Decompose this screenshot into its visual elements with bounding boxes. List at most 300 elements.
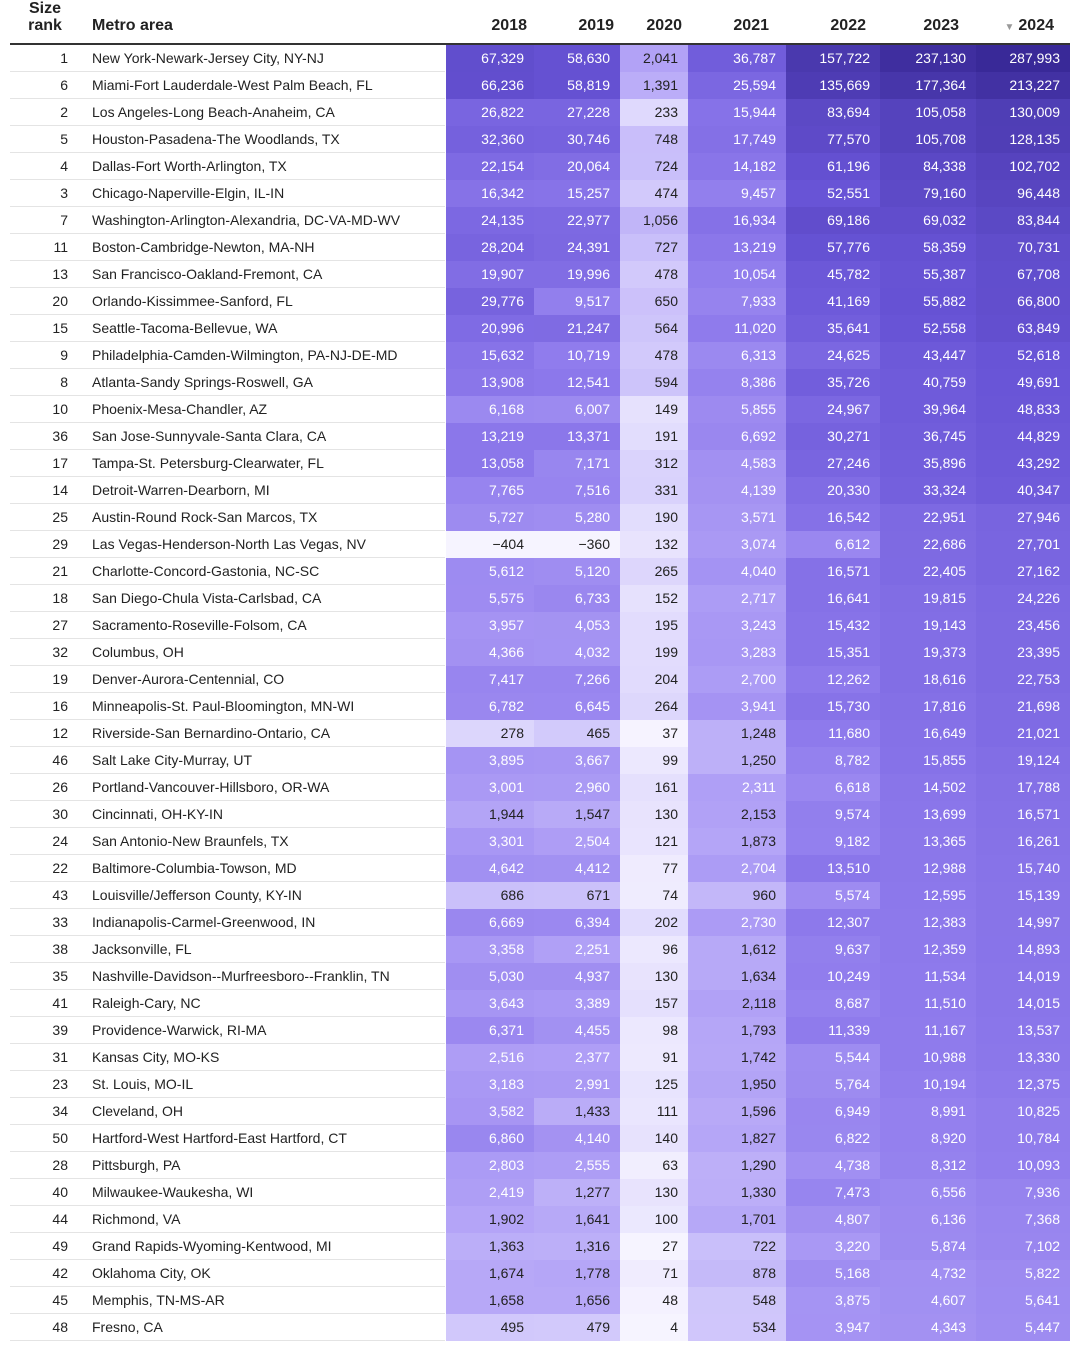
- table-row: [10, 639, 1070, 666]
- heatmap-cell-2020: 478: [620, 342, 688, 369]
- heatmap-cell-2022: 10,249: [786, 963, 880, 990]
- heatmap-cell-2019: 4,412: [534, 855, 620, 882]
- heatmap-cell-2018: 6,782: [446, 693, 534, 720]
- heatmap-cell-2023: 79,160: [880, 180, 976, 207]
- heatmap-cell-2024: 15,139: [976, 882, 1070, 909]
- row-metro-name: Chicago-Naperville-Elgin, IL-IN: [92, 185, 285, 201]
- heatmap-cell-2021: 1,793: [688, 1017, 786, 1044]
- heatmap-cell-2023: 84,338: [880, 153, 976, 180]
- table-row: [10, 855, 1070, 882]
- table-row: [10, 315, 1070, 342]
- heatmap-cell-2021: 2,311: [688, 774, 786, 801]
- row-metro-name: Tampa-St. Petersburg-Clearwater, FL: [92, 455, 324, 471]
- heatmap-cell-2024: 5,822: [976, 1260, 1070, 1287]
- table-row: [10, 585, 1070, 612]
- heatmap-cell-2020: 331: [620, 477, 688, 504]
- row-rank: 34: [52, 1103, 68, 1119]
- heatmap-cell-2024: 13,330: [976, 1044, 1070, 1071]
- heatmap-cell-2024: 48,833: [976, 396, 1070, 423]
- heatmap-cell-2022: 83,694: [786, 99, 880, 126]
- heatmap-cell-2021: 534: [688, 1314, 786, 1341]
- row-metro-name: Detroit-Warren-Dearborn, MI: [92, 482, 270, 498]
- heatmap-cell-2022: 6,822: [786, 1125, 880, 1152]
- row-metro-name: Hartford-West Hartford-East Hartford, CT: [92, 1130, 347, 1146]
- heatmap-cell-2020: 4: [620, 1314, 688, 1341]
- heatmap-cell-2018: 24,135: [446, 207, 534, 234]
- heatmap-cell-2020: 1,056: [620, 207, 688, 234]
- header-year-2022[interactable]: 2022: [830, 17, 866, 34]
- heatmap-cell-2024: 14,893: [976, 936, 1070, 963]
- row-rank: 42: [52, 1265, 68, 1281]
- heatmap-cell-2019: 24,391: [534, 234, 620, 261]
- table-row: [10, 207, 1070, 234]
- heatmap-cell-2018: 1,902: [446, 1206, 534, 1233]
- heatmap-cell-2020: 130: [620, 801, 688, 828]
- heatmap-cell-2018: 3,643: [446, 990, 534, 1017]
- heatmap-cell-2020: 100: [620, 1206, 688, 1233]
- row-rank: 19: [52, 671, 68, 687]
- heatmap-cell-2021: 8,386: [688, 369, 786, 396]
- heatmap-cell-2018: 3,301: [446, 828, 534, 855]
- heatmap-cell-2021: 1,248: [688, 720, 786, 747]
- row-metro-name: Denver-Aurora-Centennial, CO: [92, 671, 285, 687]
- row-rank: 43: [52, 887, 68, 903]
- heatmap-cell-2019: 2,251: [534, 936, 620, 963]
- row-rank: 12: [52, 725, 68, 741]
- heatmap-cell-2020: 132: [620, 531, 688, 558]
- heatmap-cell-2022: 69,186: [786, 207, 880, 234]
- table-row: [10, 126, 1070, 153]
- heatmap-cell-2018: 6,168: [446, 396, 534, 423]
- row-metro-name: Oklahoma City, OK: [92, 1265, 211, 1281]
- heatmap-cell-2023: 4,607: [880, 1287, 976, 1314]
- row-metro-name: Providence-Warwick, RI-MA: [92, 1022, 267, 1038]
- heatmap-cell-2020: 650: [620, 288, 688, 315]
- heatmap-cell-2019: 19,996: [534, 261, 620, 288]
- row-metro-name: Raleigh-Cary, NC: [92, 995, 201, 1011]
- table-row: [10, 936, 1070, 963]
- heatmap-cell-2022: 57,776: [786, 234, 880, 261]
- row-metro-name: Dallas-Fort Worth-Arlington, TX: [92, 158, 287, 174]
- row-rank: 31: [52, 1049, 68, 1065]
- heatmap-cell-2018: 15,632: [446, 342, 534, 369]
- heatmap-cell-2022: 24,967: [786, 396, 880, 423]
- heatmap-cell-2024: 14,019: [976, 963, 1070, 990]
- row-rank: 2: [60, 104, 68, 120]
- row-rank: 4: [60, 158, 68, 174]
- heatmap-cell-2024: 44,829: [976, 423, 1070, 450]
- heatmap-cell-2018: 5,575: [446, 585, 534, 612]
- heatmap-cell-2021: 4,040: [688, 558, 786, 585]
- heatmap-cell-2024: 7,368: [976, 1206, 1070, 1233]
- heatmap-cell-2019: 479: [534, 1314, 620, 1341]
- heatmap-cell-2019: 30,746: [534, 126, 620, 153]
- heatmap-cell-2023: 55,387: [880, 261, 976, 288]
- heatmap-cell-2023: 12,383: [880, 909, 976, 936]
- heatmap-cell-2018: 66,236: [446, 72, 534, 99]
- row-metro-name: Riverside-San Bernardino-Ontario, CA: [92, 725, 331, 741]
- row-rank: 36: [52, 428, 68, 444]
- heatmap-cell-2018: 26,822: [446, 99, 534, 126]
- heatmap-cell-2020: 199: [620, 639, 688, 666]
- heatmap-cell-2021: 2,700: [688, 666, 786, 693]
- heatmap-cell-2018: 19,907: [446, 261, 534, 288]
- heatmap-cell-2024: 23,456: [976, 612, 1070, 639]
- table-row: [10, 1044, 1070, 1071]
- heatmap-cell-2020: 195: [620, 612, 688, 639]
- table-row: [10, 1179, 1070, 1206]
- heatmap-cell-2022: 4,807: [786, 1206, 880, 1233]
- heatmap-cell-2024: 17,788: [976, 774, 1070, 801]
- heatmap-cell-2022: 9,182: [786, 828, 880, 855]
- heatmap-cell-2024: 5,447: [976, 1314, 1070, 1341]
- heatmap-cell-2021: 2,704: [688, 855, 786, 882]
- row-metro-name: Baltimore-Columbia-Towson, MD: [92, 860, 297, 876]
- row-metro-name: San Antonio-New Braunfels, TX: [92, 833, 289, 849]
- row-metro-name: Cincinnati, OH-KY-IN: [92, 806, 223, 822]
- heatmap-cell-2021: 3,941: [688, 693, 786, 720]
- heatmap-cell-2024: 213,227: [976, 72, 1070, 99]
- heatmap-cell-2020: 724: [620, 153, 688, 180]
- heatmap-cell-2021: 1,290: [688, 1152, 786, 1179]
- heatmap-cell-2019: 5,280: [534, 504, 620, 531]
- heatmap-cell-2023: 8,991: [880, 1098, 976, 1125]
- table-row: [10, 396, 1070, 423]
- heatmap-cell-2020: 727: [620, 234, 688, 261]
- heatmap-cell-2019: 1,547: [534, 801, 620, 828]
- heatmap-cell-2022: 41,169: [786, 288, 880, 315]
- table-row: [10, 990, 1070, 1017]
- row-metro-name: Pittsburgh, PA: [92, 1157, 181, 1173]
- heatmap-cell-2020: 96: [620, 936, 688, 963]
- heatmap-cell-2018: 6,371: [446, 1017, 534, 1044]
- row-metro-name: San Jose-Sunnyvale-Santa Clara, CA: [92, 428, 327, 444]
- header-year-2024[interactable]: [976, 17, 1054, 35]
- heatmap-cell-2023: 14,502: [880, 774, 976, 801]
- row-rank: 10: [52, 401, 68, 417]
- heatmap-cell-2021: 1,827: [688, 1125, 786, 1152]
- heatmap-cell-2020: 161: [620, 774, 688, 801]
- heatmap-cell-2021: 10,054: [688, 261, 786, 288]
- heatmap-cell-2023: 6,136: [880, 1206, 976, 1233]
- heatmap-cell-2023: 8,312: [880, 1152, 976, 1179]
- heatmap-cell-2018: 1,674: [446, 1260, 534, 1287]
- heatmap-cell-2023: 22,686: [880, 531, 976, 558]
- heatmap-cell-2023: 11,534: [880, 963, 976, 990]
- heatmap-cell-2024: 40,347: [976, 477, 1070, 504]
- heatmap-cell-2022: 16,641: [786, 585, 880, 612]
- heatmap-cell-2020: 63: [620, 1152, 688, 1179]
- table-row: [10, 558, 1070, 585]
- heatmap-cell-2024: 14,997: [976, 909, 1070, 936]
- row-metro-name: Philadelphia-Camden-Wilmington, PA-NJ-DE-MD: [92, 347, 398, 363]
- row-metro-name: Cleveland, OH: [92, 1103, 184, 1119]
- row-metro-name: Louisville/Jefferson County, KY-IN: [92, 887, 302, 903]
- row-rank: 11: [53, 239, 68, 255]
- heatmap-cell-2020: 27: [620, 1233, 688, 1260]
- row-rank: 40: [52, 1184, 68, 1200]
- header-year-2020[interactable]: 2020: [646, 17, 682, 34]
- heatmap-cell-2023: 43,447: [880, 342, 976, 369]
- heatmap-cell-2024: 15,740: [976, 855, 1070, 882]
- table-row: [10, 99, 1070, 126]
- heatmap-cell-2018: 16,342: [446, 180, 534, 207]
- table-row: [10, 828, 1070, 855]
- row-divider: [10, 1340, 445, 1341]
- heatmap-cell-2020: 37: [620, 720, 688, 747]
- heatmap-cell-2020: 71: [620, 1260, 688, 1287]
- heatmap-cell-2019: 9,517: [534, 288, 620, 315]
- header-year-2021[interactable]: 2021: [733, 17, 769, 34]
- heatmap-cell-2020: 48: [620, 1287, 688, 1314]
- table-row: [10, 261, 1070, 288]
- heatmap-cell-2022: 4,738: [786, 1152, 880, 1179]
- heatmap-cell-2021: 1,596: [688, 1098, 786, 1125]
- heatmap-cell-2022: 6,949: [786, 1098, 880, 1125]
- header-size-rank[interactable]: Size rank: [28, 0, 62, 34]
- heatmap-cell-2020: 265: [620, 558, 688, 585]
- heatmap-cell-2021: 1,742: [688, 1044, 786, 1071]
- row-metro-name: Miami-Fort Lauderdale-West Palm Beach, FL: [92, 77, 373, 93]
- heatmap-cell-2018: 2,803: [446, 1152, 534, 1179]
- heatmap-cell-2019: 465: [534, 720, 620, 747]
- table-row: [10, 1287, 1070, 1314]
- heatmap-cell-2023: 5,874: [880, 1233, 976, 1260]
- heatmap-cell-2022: 5,574: [786, 882, 880, 909]
- heatmap-cell-2018: 13,058: [446, 450, 534, 477]
- heatmap-cell-2019: 4,455: [534, 1017, 620, 1044]
- heatmap-cell-2021: 1,701: [688, 1206, 786, 1233]
- heatmap-cell-2020: 474: [620, 180, 688, 207]
- heatmap-cell-2018: 3,582: [446, 1098, 534, 1125]
- row-rank: 48: [52, 1319, 68, 1335]
- heatmap-cell-2020: 1,391: [620, 72, 688, 99]
- heatmap-cell-2021: 4,583: [688, 450, 786, 477]
- heatmap-cell-2024: 5,641: [976, 1287, 1070, 1314]
- heatmap-cell-2019: 6,394: [534, 909, 620, 936]
- heatmap-cell-2019: 6,007: [534, 396, 620, 423]
- table-row: [10, 531, 1070, 558]
- row-metro-name: Salt Lake City-Murray, UT: [92, 752, 252, 768]
- heatmap-cell-2019: 27,228: [534, 99, 620, 126]
- heatmap-cell-2019: 671: [534, 882, 620, 909]
- heatmap-cell-2022: 15,730: [786, 693, 880, 720]
- heatmap-cell-2020: 152: [620, 585, 688, 612]
- row-rank: 46: [52, 752, 68, 768]
- heatmap-cell-2024: 49,691: [976, 369, 1070, 396]
- table-row: [10, 1071, 1070, 1098]
- heatmap-cell-2018: 13,219: [446, 423, 534, 450]
- heatmap-cell-2020: 74: [620, 882, 688, 909]
- heatmap-cell-2021: 2,118: [688, 990, 786, 1017]
- heatmap-cell-2019: 7,171: [534, 450, 620, 477]
- row-rank: 49: [52, 1238, 68, 1254]
- heatmap-cell-2024: 70,731: [976, 234, 1070, 261]
- heatmap-cell-2022: 11,680: [786, 720, 880, 747]
- heatmap-cell-2023: 105,058: [880, 99, 976, 126]
- heatmap-cell-2021: 16,934: [688, 207, 786, 234]
- heatmap-cell-2018: 6,669: [446, 909, 534, 936]
- heatmap-cell-2018: 28,204: [446, 234, 534, 261]
- row-rank: 28: [52, 1157, 68, 1173]
- heatmap-cell-2021: 6,313: [688, 342, 786, 369]
- row-rank: 9: [60, 347, 68, 363]
- heatmap-cell-2023: 13,365: [880, 828, 976, 855]
- table-row: [10, 1125, 1070, 1152]
- heatmap-cell-2018: 3,001: [446, 774, 534, 801]
- table-row: [10, 234, 1070, 261]
- heatmap-cell-2021: 548: [688, 1287, 786, 1314]
- heatmap-cell-2024: 66,800: [976, 288, 1070, 315]
- heatmap-cell-2019: 2,555: [534, 1152, 620, 1179]
- table-row: [10, 1206, 1070, 1233]
- heatmap-cell-2019: 3,667: [534, 747, 620, 774]
- row-metro-name: San Diego-Chula Vista-Carlsbad, CA: [92, 590, 322, 606]
- row-rank: 50: [52, 1130, 68, 1146]
- table-row: [10, 1098, 1070, 1125]
- heatmap-cell-2022: 52,551: [786, 180, 880, 207]
- heatmap-cell-2024: 102,702: [976, 153, 1070, 180]
- heatmap-cell-2022: 5,168: [786, 1260, 880, 1287]
- table-row: [10, 45, 1070, 72]
- heatmap-cell-2024: 21,021: [976, 720, 1070, 747]
- row-metro-name: Austin-Round Rock-San Marcos, TX: [92, 509, 318, 525]
- table-row: [10, 288, 1070, 315]
- header-metro-area[interactable]: Metro area: [92, 17, 173, 34]
- heatmap-cell-2018: 5,030: [446, 963, 534, 990]
- heatmap-cell-2022: 35,641: [786, 315, 880, 342]
- heatmap-cell-2024: 10,784: [976, 1125, 1070, 1152]
- row-metro-name: Columbus, OH: [92, 644, 184, 660]
- heatmap-cell-2020: 564: [620, 315, 688, 342]
- heatmap-cell-2023: 4,343: [880, 1314, 976, 1341]
- heatmap-cell-2021: 6,692: [688, 423, 786, 450]
- table-row: [10, 504, 1070, 531]
- heatmap-cell-2019: 12,541: [534, 369, 620, 396]
- heatmap-cell-2023: 39,964: [880, 396, 976, 423]
- heatmap-cell-2022: 13,510: [786, 855, 880, 882]
- heatmap-cell-2021: 3,243: [688, 612, 786, 639]
- heatmap-cell-2018: 3,358: [446, 936, 534, 963]
- heatmap-cell-2020: 125: [620, 1071, 688, 1098]
- heatmap-cell-2019: 7,516: [534, 477, 620, 504]
- heatmap-cell-2018: 32,360: [446, 126, 534, 153]
- row-rank: 27: [52, 617, 68, 633]
- row-rank: 29: [52, 536, 68, 552]
- heatmap-cell-2023: 10,194: [880, 1071, 976, 1098]
- heatmap-cell-2020: 157: [620, 990, 688, 1017]
- header-year-2019[interactable]: 2019: [578, 17, 614, 34]
- heatmap-cell-2018: 20,996: [446, 315, 534, 342]
- heatmap-cell-2022: 5,544: [786, 1044, 880, 1071]
- heatmap-cell-2022: 5,764: [786, 1071, 880, 1098]
- row-metro-name: Sacramento-Roseville-Folsom, CA: [92, 617, 307, 633]
- heatmap-cell-2023: 12,359: [880, 936, 976, 963]
- header-year-2018[interactable]: 2018: [491, 17, 527, 34]
- heatmap-cell-2022: 61,196: [786, 153, 880, 180]
- heatmap-cell-2024: 12,375: [976, 1071, 1070, 1098]
- heatmap-cell-2019: 3,389: [534, 990, 620, 1017]
- heatmap-cell-2023: 22,951: [880, 504, 976, 531]
- heatmap-cell-2020: 594: [620, 369, 688, 396]
- table-row: [10, 369, 1070, 396]
- heatmap-cell-2022: 12,262: [786, 666, 880, 693]
- heatmap-cell-2023: 19,373: [880, 639, 976, 666]
- heatmap-cell-2024: 22,753: [976, 666, 1070, 693]
- row-metro-name: St. Louis, MO-IL: [92, 1076, 194, 1092]
- heatmap-cell-2024: 10,825: [976, 1098, 1070, 1125]
- table-row: [10, 1152, 1070, 1179]
- table-row: [10, 342, 1070, 369]
- heatmap-cell-2023: 12,988: [880, 855, 976, 882]
- heatmap-cell-2019: 20,064: [534, 153, 620, 180]
- heatmap-cell-2020: 233: [620, 99, 688, 126]
- heatmap-cell-2018: 5,612: [446, 558, 534, 585]
- heatmap-cell-2023: 17,816: [880, 693, 976, 720]
- heatmap-cell-2020: 77: [620, 855, 688, 882]
- heatmap-cell-2018: 278: [446, 720, 534, 747]
- heatmap-cell-2023: 69,032: [880, 207, 976, 234]
- row-rank: 35: [52, 968, 68, 984]
- heatmap-cell-2018: 67,329: [446, 45, 534, 72]
- header-year-2023[interactable]: 2023: [923, 17, 959, 34]
- heatmap-cell-2023: 8,920: [880, 1125, 976, 1152]
- heatmap-cell-2019: 1,433: [534, 1098, 620, 1125]
- heatmap-cell-2019: 4,140: [534, 1125, 620, 1152]
- heatmap-cell-2018: 4,642: [446, 855, 534, 882]
- heatmap-cell-2023: 6,556: [880, 1179, 976, 1206]
- heatmap-cell-2021: 1,950: [688, 1071, 786, 1098]
- row-rank: 33: [52, 914, 68, 930]
- heatmap-cell-2020: 149: [620, 396, 688, 423]
- heatmap-cell-2024: 7,936: [976, 1179, 1070, 1206]
- row-rank: 39: [52, 1022, 68, 1038]
- heatmap-cell-2021: 15,944: [688, 99, 786, 126]
- heatmap-cell-2020: 121: [620, 828, 688, 855]
- row-rank: 44: [52, 1211, 68, 1227]
- heatmap-cell-2021: 17,749: [688, 126, 786, 153]
- heatmap-cell-2018: 3,957: [446, 612, 534, 639]
- heatmap-cell-2019: 2,991: [534, 1071, 620, 1098]
- row-rank: 1: [60, 50, 68, 66]
- heatmap-cell-2019: 1,656: [534, 1287, 620, 1314]
- row-metro-name: Minneapolis-St. Paul-Bloomington, MN-WI: [92, 698, 355, 714]
- heatmap-cell-2024: 287,993: [976, 45, 1070, 72]
- heatmap-cell-2023: 15,855: [880, 747, 976, 774]
- row-metro-name: Charlotte-Concord-Gastonia, NC-SC: [92, 563, 320, 579]
- heatmap-cell-2024: 24,226: [976, 585, 1070, 612]
- heatmap-cell-2024: 7,102: [976, 1233, 1070, 1260]
- heatmap-cell-2023: 55,882: [880, 288, 976, 315]
- heatmap-cell-2018: 1,658: [446, 1287, 534, 1314]
- heatmap-cell-2021: 13,219: [688, 234, 786, 261]
- table-row: [10, 693, 1070, 720]
- row-metro-name: Grand Rapids-Wyoming-Kentwood, MI: [92, 1238, 332, 1254]
- heatmap-cell-2020: 202: [620, 909, 688, 936]
- table-row: [10, 774, 1070, 801]
- heatmap-cell-2020: 99: [620, 747, 688, 774]
- table-row: [10, 720, 1070, 747]
- heatmap-cell-2020: 191: [620, 423, 688, 450]
- heatmap-cell-2023: 40,759: [880, 369, 976, 396]
- row-metro-name: Washington-Arlington-Alexandria, DC-VA-MD-WV: [92, 212, 401, 228]
- row-rank: 41: [52, 995, 68, 1011]
- heatmap-cell-2019: 58,630: [534, 45, 620, 72]
- heatmap-cell-2020: 91: [620, 1044, 688, 1071]
- heatmap-cell-2020: 478: [620, 261, 688, 288]
- heatmap-cell-2023: 19,143: [880, 612, 976, 639]
- heatmap-cell-2021: 722: [688, 1233, 786, 1260]
